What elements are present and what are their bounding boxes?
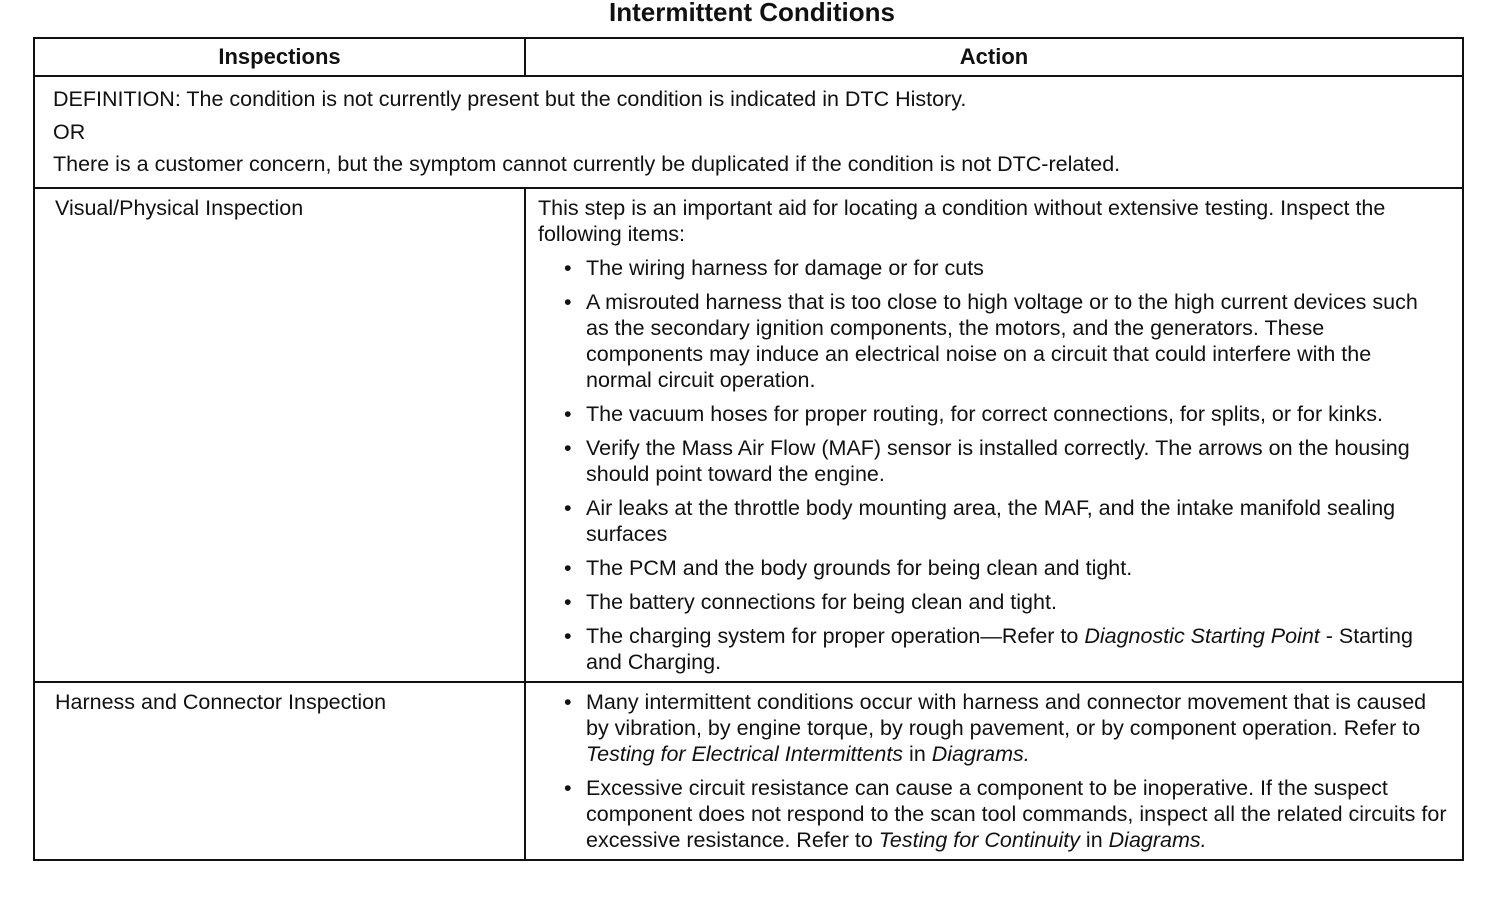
list-item: • The wiring harness for damage or for cuts: [586, 255, 1452, 281]
header-action: Action: [525, 38, 1463, 76]
definition-text: DEFINITION: The condition is not currently present but the condition is indicated in DTC History.: [53, 87, 967, 111]
header-inspections: Inspections: [34, 38, 525, 76]
document-title: Intermittent Conditions: [609, 0, 895, 27]
inspection-cell: Visual/Physical Inspection: [34, 188, 525, 682]
item-text: in: [1079, 827, 1109, 852]
list-item: [586, 775, 1452, 853]
reference-link: Diagrams.: [1108, 827, 1207, 852]
list-item: [586, 689, 1452, 767]
item-text: The charging system for proper operation—Refer to: [586, 623, 1085, 648]
action-cell: [525, 188, 1463, 682]
reference-link: Diagnostic Starting Point: [1084, 623, 1320, 648]
reference-link: Testing for Electrical Intermittents: [586, 741, 904, 766]
definition-or: OR: [53, 119, 86, 144]
inspection-list: [538, 255, 1452, 675]
action-intro: This step is an important aid for locating a condition without extensive testing. Inspect the following items:: [538, 195, 1386, 246]
item-text: in: [903, 741, 932, 766]
reference-link: Testing for Continuity: [878, 827, 1080, 852]
header-row: [34, 38, 1463, 76]
list-item: • Verify the Mass Air Flow (MAF) sensor is installed correctly. The arrows on the housing should point toward the engine.: [586, 435, 1452, 487]
list-item: • The vacuum hoses for proper routing, for correct connections, for splits, or for kinks.: [586, 401, 1452, 427]
item-text: Many intermittent conditions occur with harness and connector movement that is caused by vibration, by engine torque, by rough pavement, or by component operation. Refer to: [586, 689, 1427, 740]
intermittent-conditions-table: [33, 37, 1464, 861]
inspection-list: [538, 689, 1452, 853]
definition-row: [34, 76, 1463, 188]
action-cell: [525, 682, 1463, 860]
item-text: Excessive circuit resistance can cause a component to be inoperative. If the suspect component does not respond to the scan tool commands, inspect all the related circuits for excessive resistance. Refer to: [586, 775, 1447, 852]
table-row: [34, 188, 1463, 682]
definition-alt: There is a customer concern, but the symptom cannot currently be duplicated if the condition is not DTC-related.: [53, 152, 1121, 176]
list-item: [586, 623, 1452, 675]
list-item: • The battery connections for being clean and tight.: [586, 589, 1452, 615]
item-text: - Starting and Charging.: [586, 623, 1413, 674]
list-item: • A misrouted harness that is too close to high voltage or to the high current devices such as the secondary ignition components, the motors, and the generators. These components may induce an electrical noise on a circuit that could interfere with the normal circuit operation.: [586, 289, 1452, 393]
table-row: [34, 682, 1463, 860]
inspection-cell: Harness and Connector Inspection: [34, 682, 525, 860]
list-item: • Air leaks at the throttle body mounting area, the MAF, and the intake manifold sealing surfaces: [586, 495, 1452, 547]
reference-link: Diagrams.: [931, 741, 1030, 766]
list-item: • The PCM and the body grounds for being clean and tight.: [586, 555, 1452, 581]
